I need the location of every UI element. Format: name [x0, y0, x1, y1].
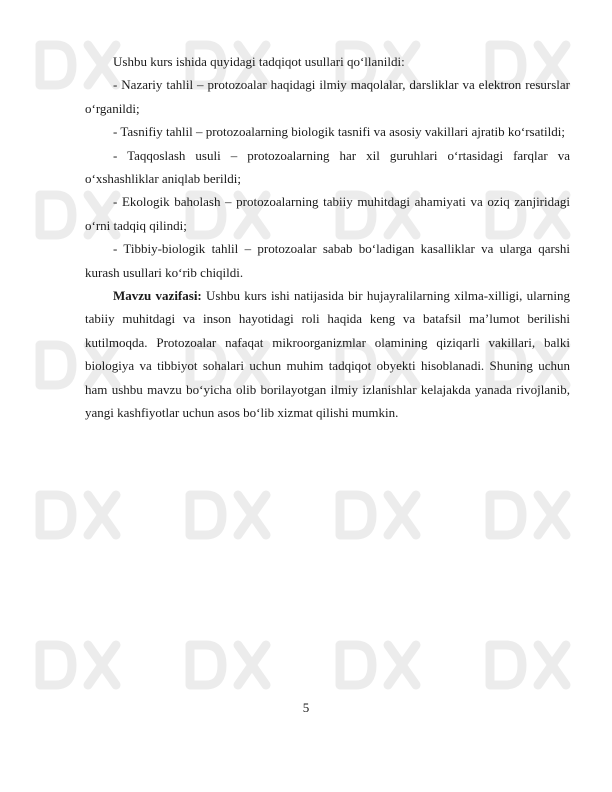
watermark-mark — [190, 495, 266, 535]
task-paragraph — [85, 284, 570, 424]
watermark-mark — [340, 495, 416, 535]
task-text: Ushbu kurs ishi natijasida bir hujayralilarning xilma-xilligi, ularning tabiiy muhitdagi va inson hayotidagi roli haqida keng va batafsil ma’lumot berilishi kutilmoqda. Protozoalar nafaqat mikroorganizmlar olamining qiziqarli vakillari, balki biologiya va tibbiyot sohalari uchun muhim tadqiqot obyekti hisoblanadi. Shuning uchun ham ushbu mavzu bo‘yicha olib borilayotgan ilmiy izlanishlar kelajakda yanada rivojlanib, yangi kashfiyotlar uchun asos bo‘lib xizmat qilishi mumkin. — [85, 288, 570, 421]
watermark-mark — [340, 645, 416, 685]
intro-paragraph: Ushbu kurs ishida quyidagi tadqiqot usullari qo‘llanildi: — [113, 54, 405, 69]
watermark-mark — [490, 645, 566, 685]
watermark-mark — [40, 495, 116, 535]
method-item: - Taqqoslash usuli – protozoalarning har xil guruhlari o‘rtasidagi farqlar va o‘xshashliklar aniqlab berildi; — [85, 147, 570, 187]
method-item: - Tasnifiy tahlil – protozoalarning biologik tasnifi va asosiy vakillari ajratib ko‘rsatildi; — [113, 124, 565, 140]
task-label: Mavzu vazifasi: — [113, 288, 202, 304]
method-item: - Tibbiy-biologik tahlil – protozoalar sabab bo‘ladigan kasalliklar va ularga qarshi kurash usullari ko‘rib chiqildi. — [85, 241, 570, 280]
watermark-mark — [40, 645, 116, 685]
method-item: - Ekologik baholash – protozoalarning tabiiy muhitdagi ahamiyati va oziq zanjiridagi o‘rni tadqiq qilindi; — [85, 194, 570, 233]
method-item: - Nazariy tahlil – protozoalar haqidagi ilmiy maqolalar, darsliklar va elektron resurslar o‘rganildi; — [85, 77, 570, 116]
page-number: 5 — [302, 700, 310, 715]
watermark-mark — [490, 495, 566, 535]
page-body — [85, 50, 570, 425]
watermark-mark — [190, 645, 266, 685]
